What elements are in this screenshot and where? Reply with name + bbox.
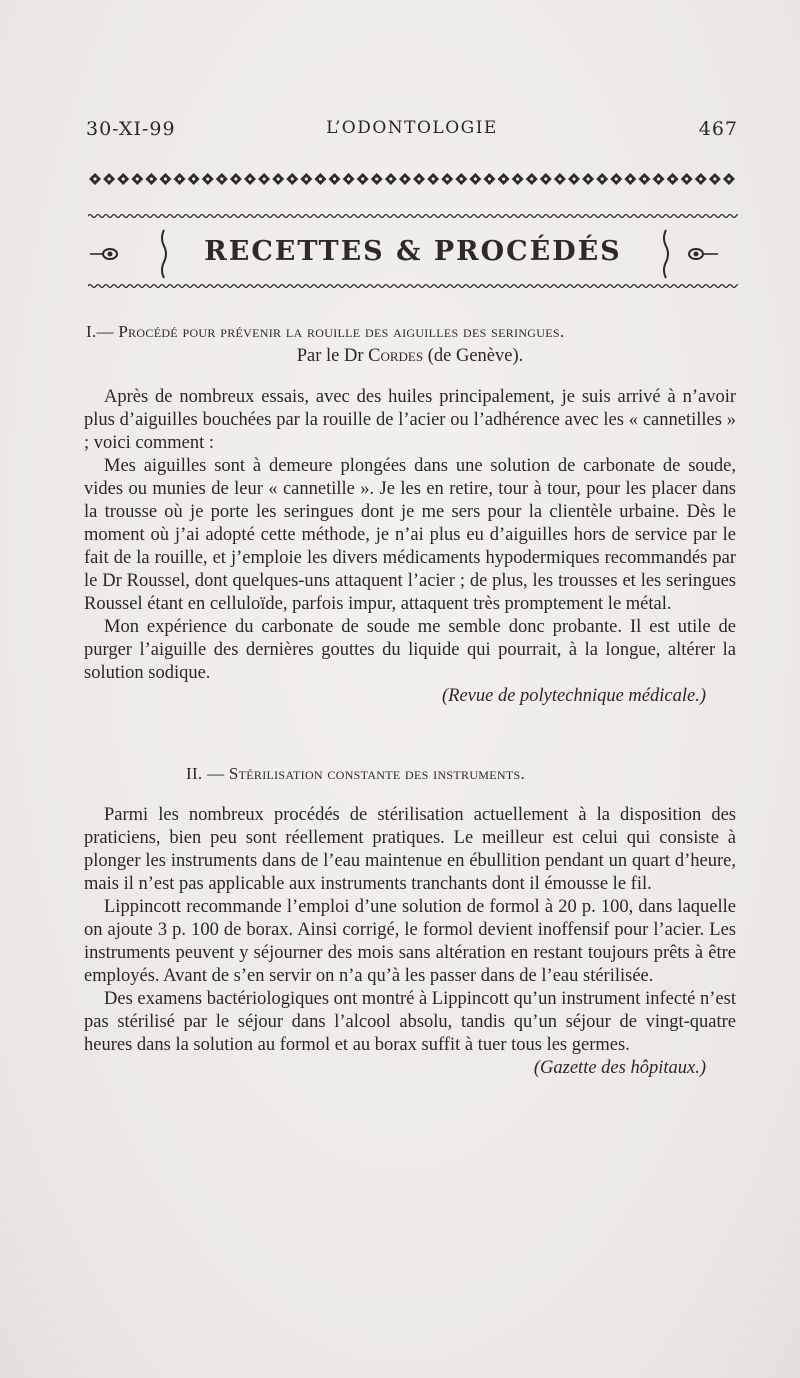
article-2-source: (Gazette des hôpitaux.) <box>533 1058 706 1078</box>
article-2-title: Stérilisation constante des instruments. <box>228 764 526 783</box>
article-1-body <box>84 386 736 708</box>
article-1-source: (Revue de polytechnique médicale.) <box>441 686 706 706</box>
article-1-paragraph: Après de nombreux essais, avec des huiles principalement, je suis arrivé à n’avoir plus d’aiguilles bouchées par la rouille de l’acier ou l’adhérence avec les « cannetilles » ; voici comment : <box>84 387 736 453</box>
issue-date: 30-XI-99 <box>86 118 176 140</box>
article-2-number: II. — <box>186 764 229 783</box>
article-1-title: Procédé pour prévenir la rouille des aiguilles des seringues. <box>118 322 565 341</box>
article-1-paragraph: Mes aiguilles sont à demeure plongées dans une solution de carbonate de soude, vides ou munies de leur « cannetille ». Je les en retire, tour à tour, pour les placer dans la trousse où je porte les seringues dont je me sers pour la clientèle urbaine. Dès le moment où j’ai adopté cette méthode, je n’ai plus eu d’aiguilles hors de service par le fait de la rouille, et j’emploie les divers médicaments hypodermiques recommandés par le Dr Roussel, dont quelques-uns attaquent l’acier ; de plus, les trousses et les seringues Roussel étant en celluloïde, parfois impur, attaquent très promptement le métal. <box>84 456 736 614</box>
byline-suffix: (de Genève). <box>423 346 524 366</box>
byline-prefix: Par le Dr <box>296 346 369 366</box>
article-2-paragraph: Lippincott recommande l’emploi d’une solution de formol à 20 p. 100, dans laquelle on ajoute 3 p. 100 de borax. Ainsi corrigé, le formol devient inoffensif pour l’acier. Les instruments peuvent y séjourner des mois sans altération en restant toujours prêts à être employés. Avant de s’en servir on n’a qu’à les passer dans de l’eau stérilisée. <box>84 897 736 986</box>
article-2-heading <box>186 764 746 784</box>
diamond-rule-ornament <box>88 168 736 190</box>
article-2-paragraph: Parmi les nombreux procédés de stérilisation actuellement à la disposition des praticiens, bien peu sont réellement pratiques. Le meilleur est celui qui consiste à plonger les instruments dans de l’eau maintenue en ébullition pendant un quart d’heure, mais il n’est pas applicable aux instruments tranchants dont il émousse le fil. <box>84 805 736 894</box>
page-number: 467 <box>698 118 738 140</box>
article-2-body <box>84 804 736 1080</box>
article-1-number: I.— <box>86 322 119 341</box>
section-banner <box>88 208 738 292</box>
journal-title: L’ODONTOLOGIE <box>326 118 498 138</box>
byline-author: Cordes <box>368 346 424 366</box>
article-1-heading <box>86 322 738 342</box>
section-title: RECETTES & PROCÉDÉS <box>204 236 622 267</box>
article-2-paragraph: Des examens bactériologiques ont montré à Lippincott qu’un instrument infecté n’est pas stérilisé par le séjour dans l’alcool absolu, tandis qu’un séjour de vingt-quatre heures dans la solution au formol et au borax suffit à tuer tous les germes. <box>84 989 736 1055</box>
running-head <box>86 118 738 148</box>
article-1-byline <box>84 346 736 367</box>
article-1-paragraph: Mon expérience du carbonate de soude me semble donc probante. Il est utile de purger l’aiguille des dernières gouttes du liquide qui pourrait, à la longue, altérer la solution sodique. <box>84 617 736 683</box>
